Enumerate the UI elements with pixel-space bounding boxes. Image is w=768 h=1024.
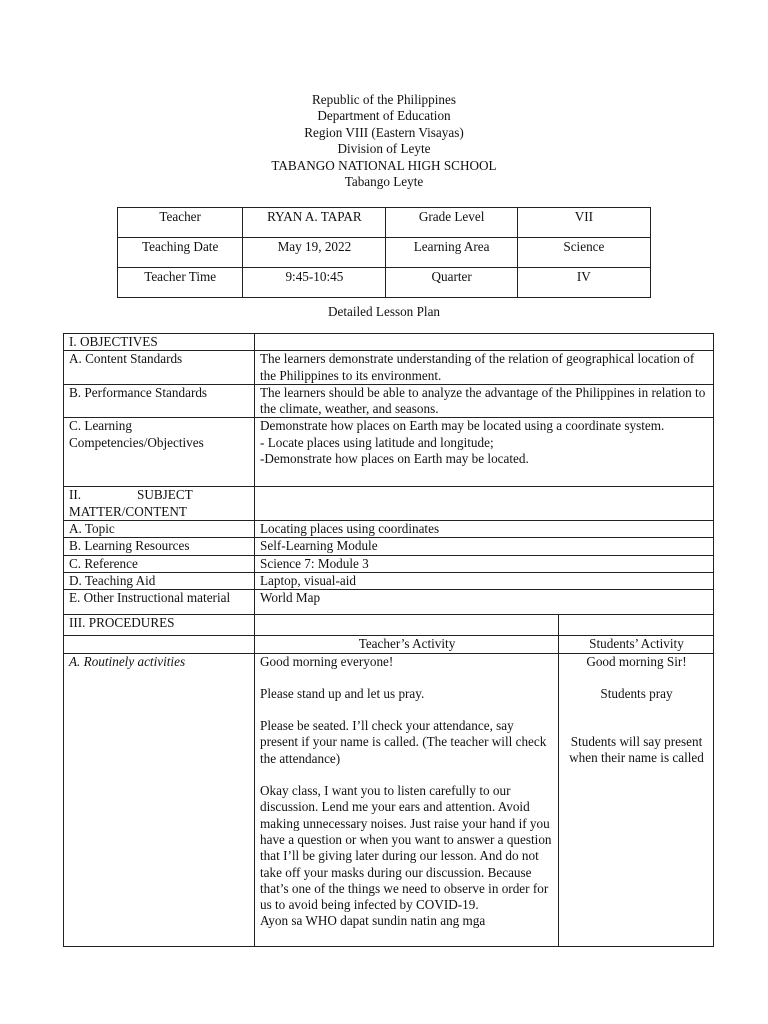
empty-cell <box>64 636 255 653</box>
lesson-plan-title: Detailed Lesson Plan <box>327 304 441 319</box>
subject-label: E. Other Instructional material <box>64 590 255 615</box>
info-label: Teaching Date <box>118 238 243 268</box>
teacher-line: Ayon sa WHO dapat sundin natin ang mga <box>260 913 486 929</box>
content-standards-text: The learners demonstrate understanding of the relation of geographical location of the Philippines to its environment. <box>255 351 714 385</box>
teacher-line: Good morning everyone! <box>260 653 394 669</box>
table-row <box>64 636 714 653</box>
subject-label: D. Teaching Aid <box>64 572 255 589</box>
subject-value: Laptop, visual-aid <box>255 572 714 589</box>
table-row <box>64 590 714 615</box>
competency-line: Demonstrate how places on Earth may be located using a coordinate system. <box>260 418 665 434</box>
document-header <box>0 92 768 190</box>
student-line: Good morning Sir! <box>586 653 687 669</box>
header-line-department: Department of Education <box>317 108 451 124</box>
header-line-division: Division of Leyte <box>337 141 431 157</box>
teacher-info-table <box>117 207 651 298</box>
student-line: Students pray <box>600 685 673 701</box>
info-label: Learning Area <box>386 238 517 268</box>
table-row <box>64 555 714 572</box>
competencies-label: C. Learning Competencies/Objectives <box>64 418 255 487</box>
performance-standards-text: The learners should be able to analyze the advantage of the Philippines in relation to the climate, weather, and seasons. <box>255 384 714 418</box>
subject-value: Science 7: Module 3 <box>255 555 714 572</box>
teacher-activity-header: Teacher’s Activity <box>255 636 559 653</box>
empty-cell <box>255 487 714 521</box>
info-value: VII <box>517 208 650 238</box>
subject-label: C. Reference <box>64 555 255 572</box>
table-row <box>118 238 651 268</box>
competency-line: - Locate places using latitude and longitude; <box>260 434 494 450</box>
table-row <box>118 208 651 238</box>
info-value: May 19, 2022 <box>243 238 386 268</box>
info-label: Teacher Time <box>118 268 243 298</box>
teacher-line: Okay class, I want you to listen carefully to our discussion. Lend me your ears and attention. Avoid making unnecessary noises. Just raise your hand if you have a question or when you want to answer a question that I’ll be giving later during our lesson. And do not take off your masks during our discussion. Because that’s one of the things we need to observe in order for us to avoid being infected by COVID-19. <box>260 783 552 913</box>
empty-cell <box>559 615 714 636</box>
table-row <box>64 615 714 636</box>
table-row <box>64 653 714 946</box>
info-value: Science <box>517 238 650 268</box>
student-activity-cell <box>559 653 714 946</box>
info-value: RYAN A. TAPAR <box>243 208 386 238</box>
empty-cell <box>255 334 714 351</box>
header-line-school: TABANGO NATIONAL HIGH SCHOOL <box>271 157 497 173</box>
table-row <box>64 487 714 521</box>
teacher-line: Please be seated. I’ll check your attendance, say present if your name is called. (The teacher will check the attendance) <box>260 718 547 766</box>
table-row <box>64 538 714 555</box>
teacher-activity-cell <box>255 653 559 946</box>
student-activity-header: Students’ Activity <box>559 636 714 653</box>
table-row <box>64 334 714 351</box>
procedures-heading: III. PROCEDURES <box>64 615 255 636</box>
header-line-republic: Republic of the Philippines <box>312 92 456 107</box>
info-label: Teacher <box>118 208 243 238</box>
table-row <box>64 418 714 487</box>
teacher-line: Please stand up and let us pray. <box>260 685 425 701</box>
info-value: 9:45-10:45 <box>243 268 386 298</box>
header-line-location: Tabango Leyte <box>344 174 424 190</box>
info-label: Grade Level <box>386 208 517 238</box>
lesson-plan-table <box>63 333 714 947</box>
subject-heading-text: SUBJECT MATTER/CONTENT <box>69 487 193 519</box>
subject-heading <box>64 487 255 521</box>
table-row <box>64 351 714 385</box>
student-line: Students will say present when their name is called <box>569 734 704 766</box>
subject-heading-number: II. <box>69 487 82 503</box>
table-row <box>118 268 651 298</box>
performance-standards-label: B. Performance Standards <box>64 384 255 418</box>
competencies-text <box>255 418 714 487</box>
subject-label: A. Topic <box>64 521 255 538</box>
table-row <box>64 384 714 418</box>
info-value: IV <box>517 268 650 298</box>
objectives-heading: I. OBJECTIVES <box>64 334 255 351</box>
header-line-region: Region VIII (Eastern Visayas) <box>304 124 464 140</box>
subject-value: Self-Learning Module <box>255 538 714 555</box>
subject-label: B. Learning Resources <box>64 538 255 555</box>
subject-value: Locating places using coordinates <box>255 521 714 538</box>
info-label: Quarter <box>386 268 517 298</box>
empty-cell <box>255 615 559 636</box>
routine-activities-label: A. Routinely activities <box>64 653 255 946</box>
subject-value: World Map <box>255 590 714 615</box>
table-row <box>64 572 714 589</box>
competency-line: -Demonstrate how places on Earth may be located. <box>260 451 529 467</box>
table-row <box>64 521 714 538</box>
content-standards-label: A. Content Standards <box>64 351 255 385</box>
